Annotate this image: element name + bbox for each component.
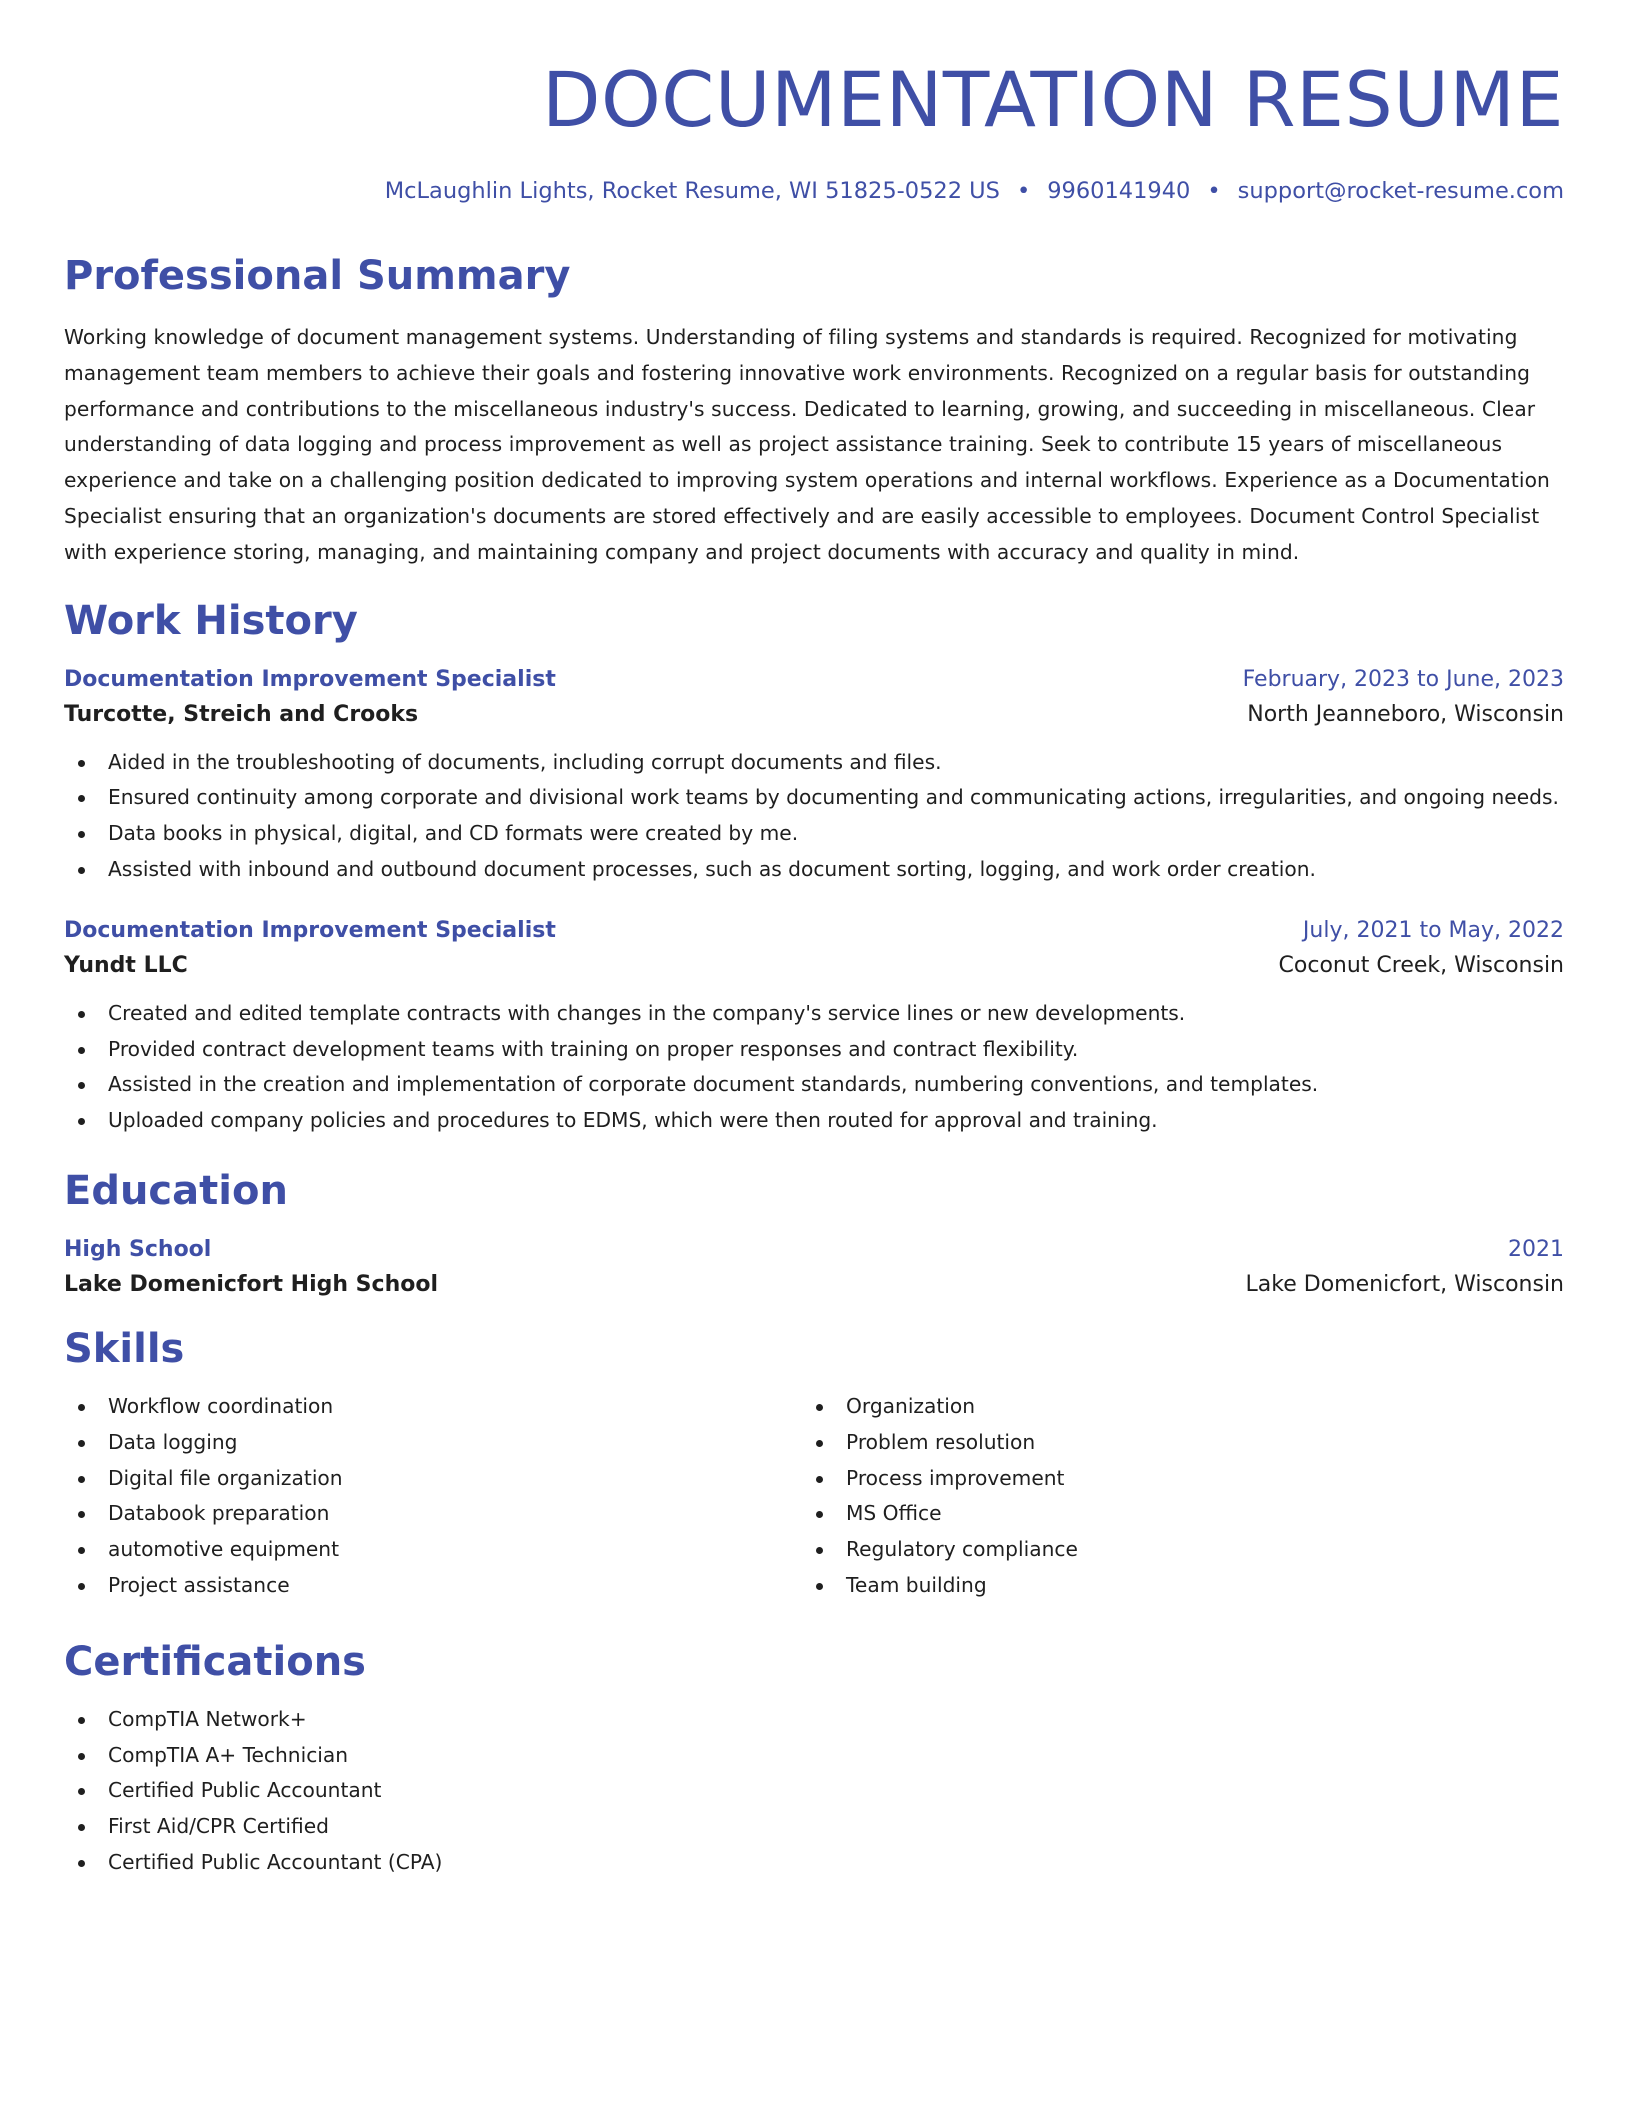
bullet-icon xyxy=(816,1440,823,1447)
job-title: Documentation Improvement Specialist xyxy=(64,666,556,692)
skill-text: automotive equipment xyxy=(108,1537,340,1562)
list-item xyxy=(802,1389,1540,1425)
job-header xyxy=(64,918,1564,943)
list-item xyxy=(64,1738,1564,1774)
job-dates: February, 2023 to June, 2023 xyxy=(1242,666,1564,692)
bullet-icon xyxy=(78,1753,85,1760)
bullet-icon xyxy=(78,760,85,767)
certification-text: CompTIA Network+ xyxy=(108,1706,307,1731)
bullet-icon xyxy=(78,1440,85,1447)
bullet-icon xyxy=(78,1547,85,1554)
list-item-text: Ensured continuity among corporate and divisional work teams by documenting and communicating actions, irregularities, and ongoing needs. xyxy=(108,785,1559,810)
bullet-icon xyxy=(78,1047,85,1054)
bullet-icon xyxy=(816,1476,823,1483)
list-item-text: Assisted in the creation and implementation of corporate document standards, numbering conventions, and templates. xyxy=(108,1072,1319,1097)
skills-list xyxy=(802,1389,1540,1604)
section-title-work-history: Work History xyxy=(64,597,358,644)
list-item-text: Aided in the troubleshooting of documents, including corrupt documents and files. xyxy=(108,749,942,774)
list-item-text: Provided contract development teams with training on proper responses and contract flexibility. xyxy=(108,1036,1079,1061)
list-item xyxy=(64,816,1564,852)
bullet-icon xyxy=(78,1788,85,1795)
bullet-icon xyxy=(78,1860,85,1867)
skill-text: Regulatory compliance xyxy=(846,1537,1078,1562)
section-title-certifications: Certifications xyxy=(64,1638,366,1685)
education-degree: High School xyxy=(64,1236,212,1262)
contact-phone: 9960141940 xyxy=(1047,178,1191,204)
list-item xyxy=(64,1809,1564,1845)
skill-text: Problem resolution xyxy=(846,1429,1036,1454)
certifications-list xyxy=(64,1702,1564,1881)
list-item xyxy=(64,1773,1564,1809)
certification-text: Certified Public Accountant (CPA) xyxy=(108,1849,443,1874)
list-item xyxy=(802,1568,1540,1604)
contact-email[interactable]: support@rocket-resume.com xyxy=(1237,178,1564,204)
list-item xyxy=(64,1702,1564,1738)
list-item xyxy=(802,1461,1540,1497)
contact-separator: • xyxy=(1016,178,1031,204)
skills-grid xyxy=(64,1389,1564,1604)
bullet-icon xyxy=(78,1717,85,1724)
certification-text: Certified Public Accountant xyxy=(108,1778,382,1803)
summary-text: Working knowledge of document management systems. Understanding of filing systems and standards is required. Recognized for motivating management team members to achieve their goals and fostering innovative work environments. Recognized on a regular basis for outstanding performance and contributions to the miscellaneous industry's success. Dedicated to learning, growing, and succeeding in miscellaneous. Clear understanding of data logging and process improvement as well as project assistance training. Seek to contribute 15 years of miscellaneous experience and take on a challenging position dedicated to improving system operations and internal workflows. Experience as a Documentation Specialist ensuring that an organization's documents are stored effectively and are easily accessible to employees. Document Control Specialist with experience storing, managing, and maintaining company and project documents with accuracy and quality in mind. xyxy=(64,325,1550,564)
bullet-icon xyxy=(78,1011,85,1018)
section-title-summary: Professional Summary xyxy=(64,253,571,299)
bullet-icon xyxy=(78,1118,85,1125)
skill-text: Digital file organization xyxy=(108,1465,343,1490)
list-item xyxy=(64,1032,1564,1068)
list-item xyxy=(64,745,1564,781)
bullet-icon xyxy=(78,831,85,838)
bullet-icon xyxy=(78,1476,85,1483)
list-item xyxy=(64,1067,1564,1103)
list-item xyxy=(64,1425,802,1461)
list-item xyxy=(64,780,1564,816)
job-bullets xyxy=(64,996,1564,1139)
bullet-icon xyxy=(78,867,85,874)
bullet-icon xyxy=(816,1583,823,1590)
skill-text: Databook preparation xyxy=(108,1501,330,1526)
resume-name: DOCUMENTATION RESUME xyxy=(541,55,1564,144)
certification-text: First Aid/CPR Certified xyxy=(108,1814,329,1839)
contact-line xyxy=(64,178,1564,204)
job-company-row xyxy=(64,943,1564,978)
job-bullets xyxy=(64,745,1564,888)
resume-page xyxy=(64,0,1564,1881)
bullet-icon xyxy=(78,1511,85,1518)
list-item xyxy=(802,1532,1540,1568)
list-item xyxy=(64,1461,802,1497)
list-item xyxy=(64,1845,1564,1881)
list-item xyxy=(64,1389,802,1425)
skill-text: Team building xyxy=(846,1572,987,1597)
contact-address: McLaughlin Lights, Rocket Resume, WI 51825-0522 US xyxy=(384,178,1000,204)
bullet-icon xyxy=(816,1511,823,1518)
list-item xyxy=(802,1496,1540,1532)
bullet-icon xyxy=(78,1404,85,1411)
skill-text: Organization xyxy=(846,1393,976,1418)
skill-text: Data logging xyxy=(108,1429,238,1454)
education-location: Lake Domenicfort, Wisconsin xyxy=(1245,1271,1564,1297)
contact-separator: • xyxy=(1207,178,1221,204)
list-item-text: Data books in physical, digital, and CD formats were created by me. xyxy=(108,821,799,846)
list-item-text: Assisted with inbound and outbound document processes, such as document sorting, logging, and work order creation. xyxy=(108,856,1316,881)
list-item xyxy=(64,852,1564,888)
education-year: 2021 xyxy=(1508,1236,1564,1262)
certification-text: CompTIA A+ Technician xyxy=(108,1742,349,1767)
bullet-icon xyxy=(78,795,85,802)
list-item-text: Created and edited template contracts with changes in the company's service lines or new developments. xyxy=(108,1000,1186,1025)
education-entry xyxy=(64,1237,1564,1297)
list-item xyxy=(802,1425,1540,1461)
section-title-skills: Skills xyxy=(64,1325,185,1372)
skill-text: Process improvement xyxy=(846,1465,1065,1490)
section-title-education: Education xyxy=(64,1167,288,1214)
education-header xyxy=(64,1237,1564,1262)
skills-column-right xyxy=(802,1389,1540,1604)
bullet-icon xyxy=(816,1547,823,1554)
job-company-row xyxy=(64,692,1564,727)
bullet-icon xyxy=(78,1824,85,1831)
list-item-text: Uploaded company policies and procedures to EDMS, which were then routed for approval and training. xyxy=(108,1108,1158,1133)
bullet-icon xyxy=(816,1404,823,1411)
bullet-icon xyxy=(78,1082,85,1089)
education-school: Lake Domenicfort High School xyxy=(64,1271,438,1297)
list-item xyxy=(64,1568,802,1604)
skill-text: Project assistance xyxy=(108,1572,290,1597)
list-item xyxy=(64,1532,802,1568)
education-school-row xyxy=(64,1262,1564,1297)
job-dates: July, 2021 to May, 2022 xyxy=(1302,917,1564,943)
job-entry xyxy=(64,918,1564,1139)
job-location: Coconut Creek, Wisconsin xyxy=(1278,952,1564,978)
list-item xyxy=(64,1103,1564,1139)
skills-column-left xyxy=(64,1389,802,1604)
job-company: Yundt LLC xyxy=(64,952,188,978)
job-title: Documentation Improvement Specialist xyxy=(64,917,556,943)
skills-list xyxy=(64,1389,802,1604)
bullet-icon xyxy=(78,1583,85,1590)
list-item xyxy=(64,1496,802,1532)
job-entry xyxy=(64,667,1564,888)
list-item xyxy=(64,996,1564,1032)
job-company: Turcotte, Streich and Crooks xyxy=(64,701,419,727)
job-header xyxy=(64,667,1564,692)
job-location: North Jeanneboro, Wisconsin xyxy=(1247,701,1564,727)
skill-text: Workflow coordination xyxy=(108,1393,334,1418)
skill-text: MS Office xyxy=(846,1501,942,1526)
